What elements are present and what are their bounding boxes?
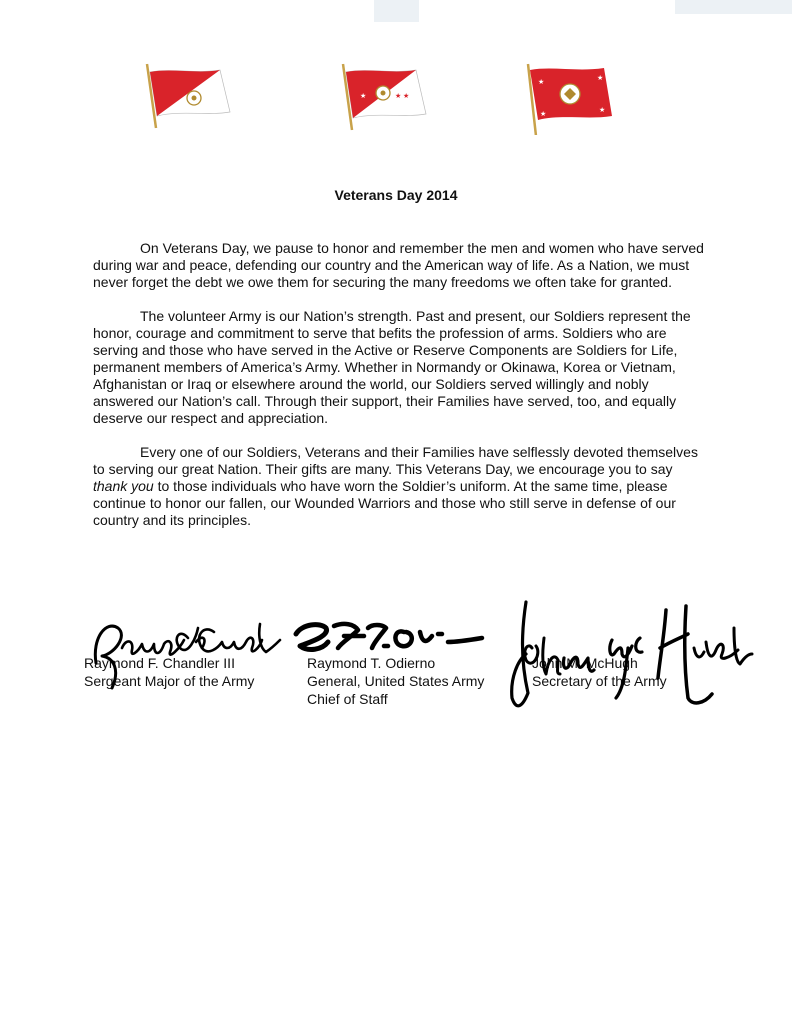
signatory-title: Sergeant Major of the Army <box>84 673 255 689</box>
svg-text:★: ★ <box>597 75 604 82</box>
chandler-signature <box>84 608 289 698</box>
signatory-name: Raymond T. Odierno <box>307 655 436 671</box>
letter-title: Veterans Day 2014 <box>334 187 458 203</box>
svg-text:★: ★ <box>540 111 547 118</box>
signatory-name: Raymond F. Chandler III <box>84 655 235 671</box>
paragraph-3 <box>93 444 709 529</box>
scan-artifact <box>675 0 792 14</box>
sergeant-major-flag-icon <box>142 60 237 135</box>
paragraph-3-text: Every one of our Soldiers, Veterans and their Families have selflessly devoted themselves to serving our great Nation. Their gifts are many. This Veterans Day, we encourage you to say <box>93 444 698 477</box>
chief-of-staff-flag-icon <box>338 60 433 135</box>
paragraph-2: The volunteer Army is our Nation’s strength. Past and present, our Soldiers represent the honor, courage and commitment to serve that befits the profession of arms. Soldiers who are serving and those who have served in the Active or Reserve Components are Soldiers for Life, permanent members of America’s Army. Whether in Normandy or Okinawa, Korea or Vietnam, Afghanistan or Iraq or elsewhere around the world, our Soldiers served willingly and nobly answered our Nation’s call. Through their support, their Families have served, too, and equally deserve our respect and appreciation. <box>93 308 691 426</box>
svg-text:★: ★ <box>403 93 410 100</box>
signatory-title: General, United States Army <box>307 673 485 689</box>
signatory-name: John M. McHugh <box>532 655 638 671</box>
paragraph-3-text-end: to those individuals who have worn the Soldier’s uniform. At the same time, please continue to honor our fallen, our Wounded Warriors and those who still serve in defense of our country and its principles. <box>93 478 676 528</box>
signatory-odierno <box>307 654 484 708</box>
svg-text:★: ★ <box>599 107 606 114</box>
svg-text:★: ★ <box>360 93 367 100</box>
mchugh-signature <box>508 598 758 713</box>
odierno-signature <box>288 612 488 662</box>
signatory-title-2: Chief of Staff <box>307 691 388 707</box>
secretary-of-army-flag-icon <box>522 60 617 135</box>
svg-text:★: ★ <box>395 93 402 100</box>
signatory-title: Secretary of the Army <box>532 673 667 689</box>
emphasis-thank-you: thank you <box>93 478 154 494</box>
letter-body <box>93 240 709 546</box>
paragraph-1: On Veterans Day, we pause to honor and remember the men and women who have served during war and peace, defending our country and the American way of life. As a Nation, we must never forget the debt we owe them for securing the many freedoms we often take for granted. <box>93 240 704 290</box>
svg-text:★: ★ <box>538 79 545 86</box>
scan-artifact <box>374 0 419 22</box>
